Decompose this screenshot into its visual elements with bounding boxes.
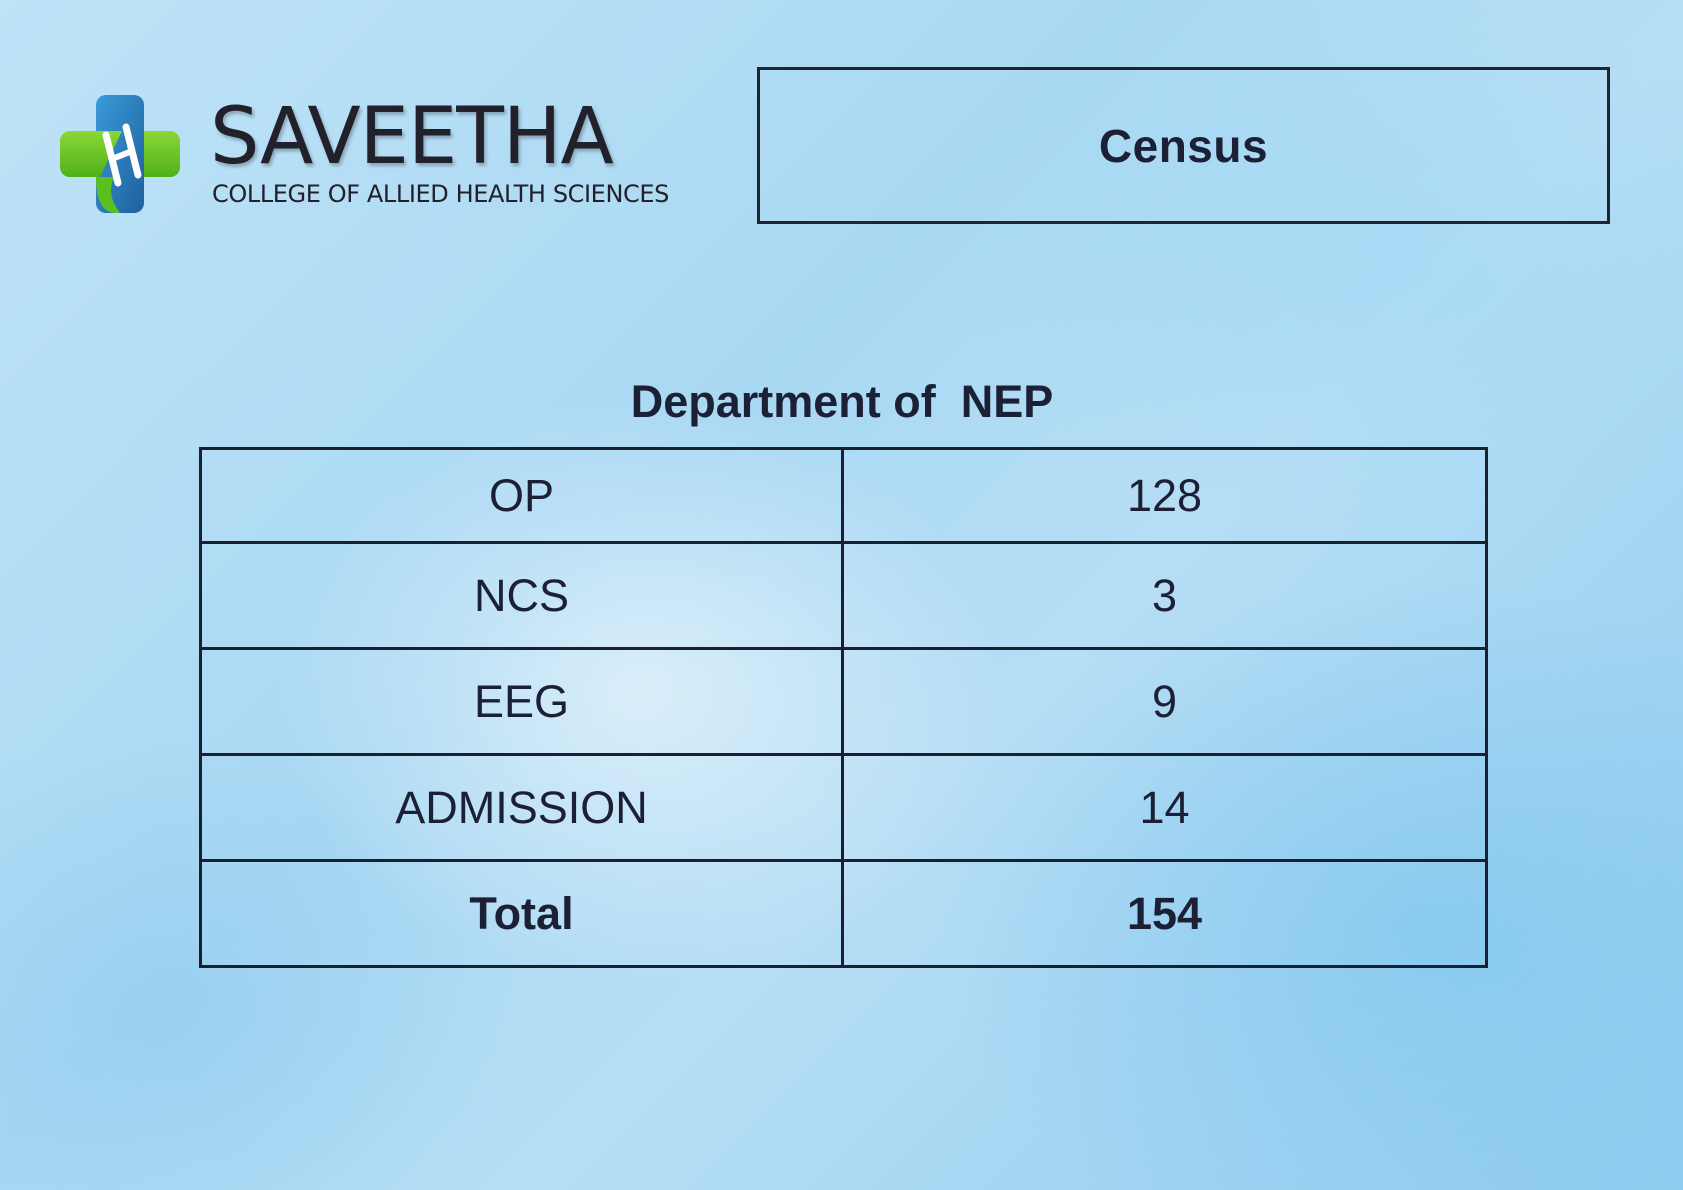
row-label: NCS [201,543,843,649]
table-row [201,649,1487,755]
row-label: OP [201,449,843,543]
total-value: 154 [843,861,1487,967]
brand-logo [60,92,700,217]
brand-name: SAVEETHA [210,92,613,182]
total-label: Total [201,861,843,967]
brand-subtitle: COLLEGE OF ALLIED HEALTH SCIENCES [212,180,669,208]
row-value: 9 [843,649,1487,755]
table-row [201,449,1487,543]
row-label: EEG [201,649,843,755]
department-title: Department of NEP [630,376,1054,427]
table-row [201,543,1487,649]
table-total-row [201,861,1487,967]
row-label: ADMISSION [201,755,843,861]
census-title: Census [1098,119,1269,172]
row-value: 14 [843,755,1487,861]
medical-cross-logo-icon [60,95,180,213]
row-value: 3 [843,543,1487,649]
row-value: 128 [843,449,1487,543]
table-row [201,755,1487,861]
census-header-box [757,67,1610,224]
census-table [199,447,1488,968]
